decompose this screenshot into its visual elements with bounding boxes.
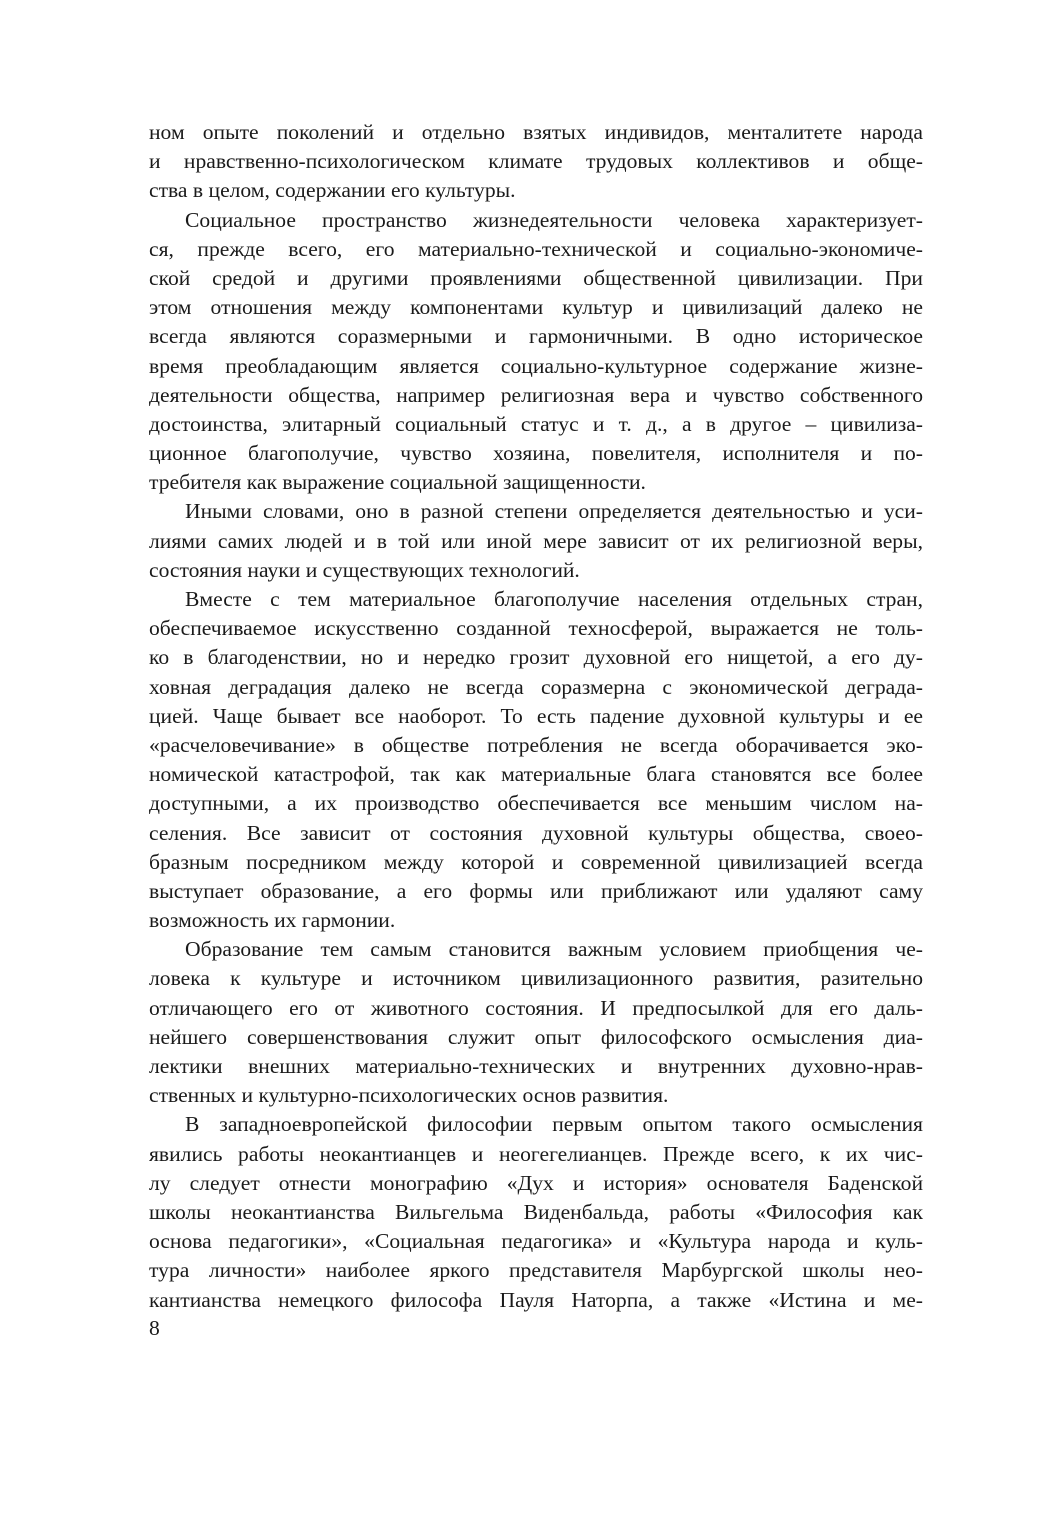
text-line: и нравственно-психологическом климате трудовых коллективов и обще- — [149, 149, 923, 174]
text-line: ционное благополучие, чувство хозяина, повелителя, исполнителя и по- — [149, 441, 923, 466]
text-line: этом отношения между компонентами культур и цивилизаций далеко не — [149, 295, 923, 320]
text-line: ховная деградация далеко не всегда соразмерна с экономической деграда- — [149, 674, 923, 699]
text-line: основа педагогики», «Социальная педагогика» и «Культура народа и куль- — [149, 1229, 923, 1254]
page-body — [149, 118, 923, 1315]
text-line: Иными словами, оно в разной степени определяется деятельностью и уси- — [185, 499, 923, 524]
page-number: 8 — [149, 1316, 160, 1340]
text-line: деятельности общества, например религиозная вера и чувство собственного — [149, 382, 923, 407]
text-line: достоинства, элитарный социальный статус и т. д., а в другое – цивилиза- — [149, 411, 923, 436]
text-line: явились работы неокантианцев и неогегелианцев. Прежде всего, к их чис- — [149, 1141, 923, 1166]
text-line: доступными, а их производство обеспечивается все меньшим числом на- — [149, 791, 923, 816]
text-line: «расчеловечивание» в обществе потребления не всегда оборачивается эко- — [149, 732, 923, 757]
text-line: В западноевропейской философии первым опытом такого осмысления — [185, 1112, 923, 1137]
text-line: лу следует отнести монографию «Дух и история» основателя Баденской — [149, 1170, 923, 1195]
paragraph — [149, 935, 923, 1110]
text-line: ственных и культурно-психологических основ развития. — [149, 1083, 669, 1108]
text-line: требителя как выражение социальной защищенности. — [149, 470, 646, 495]
text-line: обеспечиваемое искусственно созданной техносферой, выражается не толь- — [149, 616, 923, 641]
paragraph — [149, 1110, 923, 1314]
text-line: цией. Чаще бывает все наоборот. То есть падение духовной культуры и ее — [149, 703, 923, 728]
text-line: Образование тем самым становится важным условием приобщения че- — [185, 937, 923, 962]
text-line: лектики внешних материально-технических и внутренних духовно-нрав- — [149, 1054, 923, 1078]
text-line: селения. Все зависит от состояния духовной культуры общества, своео- — [149, 820, 923, 845]
text-line: ства в целом, содержании его культуры. — [149, 178, 516, 203]
paragraph — [149, 585, 923, 935]
text-line: бразным посредником между которой и современной цивилизацией всегда — [149, 849, 923, 874]
text-line: номической катастрофой, так как материальные блага становятся все более — [149, 762, 923, 787]
paragraph — [149, 497, 923, 585]
text-line: Вместе с тем материальное благополучие населения отдельных стран, — [185, 587, 923, 611]
text-line: отличающего его от животного состояния. И предпосылкой для его даль- — [149, 995, 923, 1020]
text-line: Социальное пространство жизнедеятельности человека характеризует- — [185, 207, 923, 232]
paragraph — [149, 118, 923, 206]
text-line: ской средой и другими проявлениями общественной цивилизации. При — [149, 265, 923, 290]
text-line: ко в благоденствии, но и нередко грозит духовной его нищетой, а его ду- — [149, 645, 923, 670]
text-line: лиями самих людей и в той или иной мере зависит от их религиозной веры, — [149, 528, 923, 553]
text-line: всегда являются соразмерными и гармоничными. В одно историческое — [149, 324, 923, 349]
text-line: возможность их гармонии. — [149, 908, 396, 933]
paragraph — [149, 206, 923, 498]
text-line: кантианства немецкого философа Пауля Наторпа, а также «Истина и ме- — [149, 1287, 923, 1312]
text-line: состояния науки и существующих технологий. — [149, 557, 580, 582]
text-line: нейшего совершенствования служит опыт философского осмысления диа- — [149, 1024, 923, 1049]
text-line: тура личности» наиболее яркого представителя Марбургской школы нео- — [149, 1258, 923, 1283]
text-line: время преобладающим является социально-культурное содержание жизне- — [149, 353, 923, 378]
text-line: ном опыте поколений и отдельно взятых индивидов, менталитете народа — [149, 120, 923, 144]
text-line: выступает образование, а его формы или приближают или удаляют саму — [149, 878, 923, 903]
text-line: ловека к культуре и источником цивилизационного развития, разительно — [149, 966, 923, 991]
text-line: школы неокантианства Вильгельма Виденбальда, работы «Философия как — [149, 1199, 923, 1224]
text-line: ся, прежде всего, его материально-технической и социально-экономиче- — [149, 236, 923, 261]
